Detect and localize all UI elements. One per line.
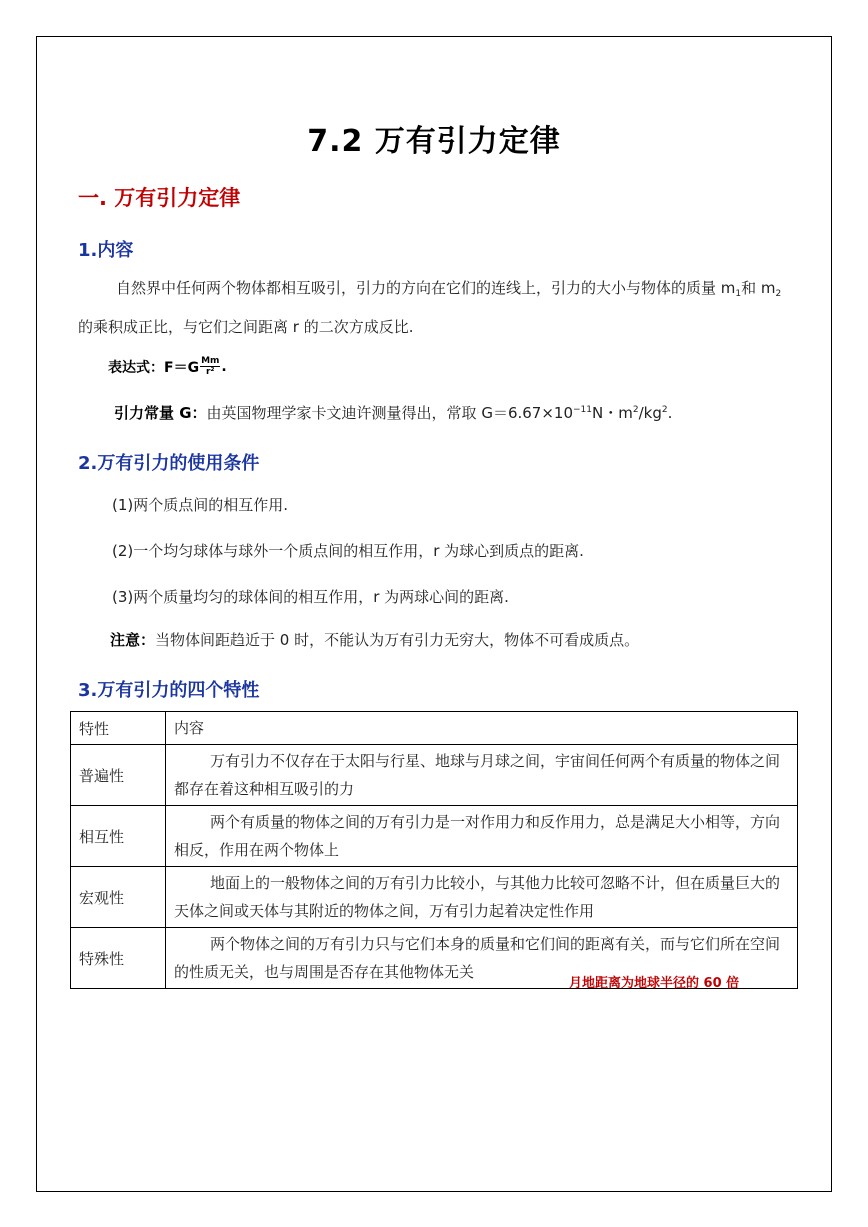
constant-text-part4: . xyxy=(667,404,673,422)
law-paragraph xyxy=(78,272,790,344)
note-label: 注意： xyxy=(110,631,156,649)
column-header-property: 特性 xyxy=(71,712,166,745)
formula-fraction xyxy=(200,356,220,377)
law-sub1: 1 xyxy=(735,289,742,299)
condition-item-2: (2)一个均匀球体与球外一个质点间的相互作用，r 为球心到质点的距离. xyxy=(112,542,584,560)
table-row xyxy=(71,806,798,867)
condition-item-1: (1)两个质点间的相互作用. xyxy=(112,496,289,514)
property-desc: 地面上的一般物体之间的万有引力比较小，与其他力比较可忽略不计，但在质量巨大的天体之间或天体与其附近的物体之间，万有引力起着决定性作用 xyxy=(166,867,798,928)
property-desc: 两个有质量的物体之间的万有引力是一对作用力和反作用力，总是满足大小相等，方向相反，作用在两个物体上 xyxy=(166,806,798,867)
table-row xyxy=(71,745,798,806)
section-heading: 一. 万有引力定律 xyxy=(78,186,241,210)
condition-item-3: (3)两个质量均匀的球体间的相互作用，r 为两球心间的距离. xyxy=(112,588,509,606)
property-name: 特殊性 xyxy=(71,928,166,989)
formula-denominator: r² xyxy=(206,367,215,377)
property-desc: 万有引力不仅存在于太阳与行星、地球与月球之间，宇宙间任何两个有质量的物体之间都存在着这种相互吸引的力 xyxy=(166,745,798,806)
constant-exp1: −11 xyxy=(573,405,592,415)
property-desc: 两个物体之间的万有引力只与它们本身的质量和它们间的距离有关，而与它们所在空间的性质无关，也与周围是否存在其他物体无关 xyxy=(166,928,798,989)
formula-label: 表达式：F＝G xyxy=(108,359,200,376)
table-header-row xyxy=(71,712,798,745)
property-name: 相互性 xyxy=(71,806,166,867)
formula-tail: . xyxy=(221,358,227,375)
constant-label: 引力常量 G： xyxy=(114,404,207,422)
property-name: 普遍性 xyxy=(71,745,166,806)
law-text-part2: 和 m xyxy=(741,279,776,297)
formula-numerator: Mm xyxy=(201,356,220,366)
law-text-part1: 自然界中任何两个物体都相互吸引，引力的方向在它们的连线上，引力的大小与物体的质量 m xyxy=(116,279,736,297)
property-name: 宏观性 xyxy=(71,867,166,928)
note xyxy=(110,629,639,650)
law-text-part3: 的乘积成正比，与它们之间距离 r 的二次方成反比. xyxy=(78,318,414,336)
gravitational-constant xyxy=(114,402,672,423)
constant-text-part3: /kg xyxy=(638,404,662,422)
formula xyxy=(108,356,227,377)
content-heading: 1.内容 xyxy=(78,240,134,261)
properties-heading: 3.万有引力的四个特性 xyxy=(78,680,260,701)
constant-exp3: 2 xyxy=(661,405,668,415)
constant-text-part2: N・m xyxy=(592,404,633,422)
constant-exp2: 2 xyxy=(632,405,639,415)
note-text: 当物体间距趋近于 0 时，不能认为万有引力无穷大，物体不可看成质点。 xyxy=(155,631,640,649)
properties-table xyxy=(70,711,798,989)
table-row xyxy=(71,867,798,928)
column-header-content: 内容 xyxy=(166,712,798,745)
law-sub2: 2 xyxy=(775,289,782,299)
figure-caption: 月地距离为地球半径的 60 倍 xyxy=(569,976,740,991)
conditions-heading: 2.万有引力的使用条件 xyxy=(78,453,260,474)
page-title: 7.2 万有引力定律 xyxy=(307,124,561,159)
constant-text-part1: 由英国物理学家卡文迪许测量得出，常取 G＝6.67×10 xyxy=(206,404,573,422)
